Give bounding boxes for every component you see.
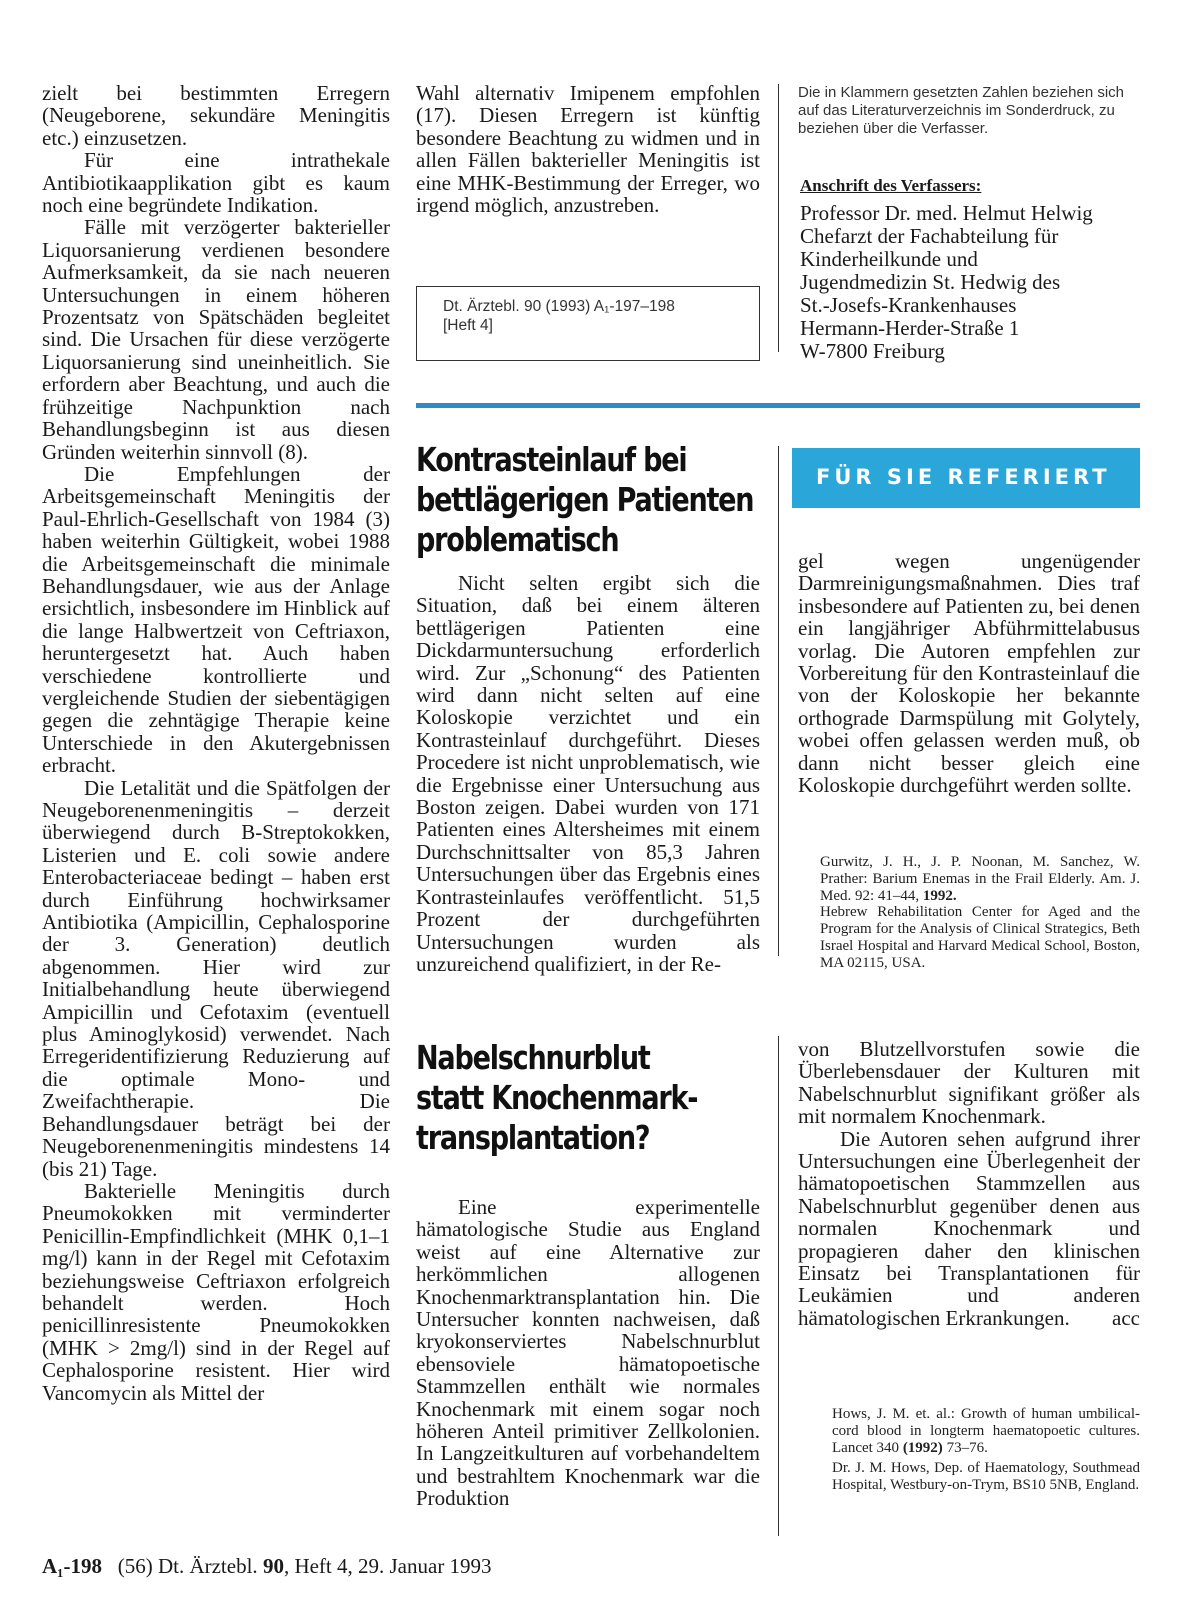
- paragraph: von Blutzellvorstufen sowie die Überlebensdauer der Kulturen mit Nabelschnurblut signifikant größer als mit normalem Knochenmark.: [798, 1037, 1140, 1129]
- address-heading: Anschrift des Verfassers:: [800, 176, 982, 195]
- page-number: A₁-198: [42, 1554, 102, 1578]
- paragraph: zielt bei bestimmten Erregern (Neugeborene, sekundäre Meningitis etc.) einzusetzen.: [42, 81, 390, 150]
- headline-line: bettlägerigen Patienten: [416, 480, 754, 519]
- article-1-body-right: gel wegen ungenügender Darmreinigungsmaßnahmen. Dies traf insbesondere auf Patienten zu, bei denen ein langjähriger Abführmittelabusus vorlag. Die Autoren empfehlen zur Vorbereitung für den Kontrasteinlauf die von der Koloskopie her bekannte orthograde Darmspülung mit Golytely, wobei offen gelassen werden muß, ob dann nicht besser gleich eine Koloskopie durchgeführt werden sollte.: [798, 549, 1140, 798]
- banner-label: FÜR SIE REFERIERT: [816, 465, 1111, 489]
- reference-note: Die in Klammern gesetzten Zahlen beziehen sich auf das Literaturverzeichnis im Sonderdruck, zu beziehen über die Verfasser.: [798, 84, 1125, 137]
- article-1-affiliation: Hebrew Rehabilitation Center for Aged and the Program for the Analysis of Clinical Strategics, Beth Israel Hospital and Harvard Medical School, Boston, MA 02115, USA.: [820, 904, 1140, 971]
- headline-line: problematisch: [416, 520, 619, 559]
- address-line: Hermann-Herder-Straße 1: [800, 316, 1020, 340]
- page-footer: [42, 1554, 492, 1579]
- paragraph: Die Empfehlungen der Arbeitsgemeinschaft Meningitis der Paul-Ehrlich-Gesellschaft von 1984 (3) haben weiterhin Gültigkeit, wobei 1988 die Arbeitsgemeinschaft die minimale Behandlungsdauer, wie aus der Anlage ersichtlich, insbesondere im Hinblick auf die lange Halbwertzeit von Ceftriaxon, heruntergesetzt hat. Auch haben verschiedene kontrollierte und vergleichende Studien der siebentägigen gegen die zehntägige Therapie keine Unterschiede in den Akutergebnissen erbracht.: [42, 461, 390, 778]
- reference-pages: 73–76.: [942, 1440, 988, 1456]
- author-signature: acc: [1112, 1305, 1140, 1330]
- column-divider: [778, 1036, 779, 1536]
- column-1-body: [42, 82, 390, 1404]
- article-2-body-left: Eine experimentelle hämatologische Studie aus England weist auf eine Alternative zur herkömmlichen allogenen Knochenmarktransplantation hin. Die Untersucher konnten nachweisen, daß kryokonserviertes Nabelschnurblut ebensoviele hämatopoetische Stammzellen enthält wie normales Knochenmark mit einem sogar noch höheren Anteil primitiver Zellkolonien. In Langzeitkulturen auf vorbehandeltem und bestrahltem Knochenmark war die Produktion: [416, 1195, 760, 1511]
- footer-volume: 90: [262, 1554, 284, 1578]
- address-line: St.-Josefs-Krankenhauses: [800, 293, 1017, 317]
- paragraph: Für eine intrathekale Antibiotikaapplikation gibt es kaum noch eine begründete Indikation.: [42, 148, 390, 218]
- footer-issue: , Heft 4, 29. Januar 1993: [283, 1554, 492, 1578]
- address-line: W-7800 Freiburg: [800, 339, 945, 363]
- citation-line: [Heft 4]: [443, 317, 493, 334]
- section-banner: [792, 448, 1140, 508]
- headline-line: Nabelschnurblut: [416, 1038, 650, 1077]
- article-2-affiliation: Dr. J. M. Hows, Dep. of Haematology, Southmead Hospital, Westbury-on-Trym, BS10 5NB, England.: [832, 1460, 1140, 1493]
- article-2-headline: [416, 1038, 836, 1158]
- column-divider: [778, 446, 779, 956]
- headline-line: Kontrasteinlauf bei: [416, 440, 687, 479]
- section-rule: [416, 403, 1140, 408]
- paragraph-text: Die Autoren sehen aufgrund ihrer Untersuchungen eine Überlegenheit der hämatopoetischen Stammzellen aus Nabelschnurblut gegenüber denen aus normalen Knochenmark und propagieren daher den klinischen Einsatz bei Transplantationen für Leukämien und anderen hämatologischen Erkrankungen.: [798, 1126, 1140, 1330]
- article-1-reference: [820, 854, 1140, 905]
- article-2-reference: [832, 1406, 1140, 1457]
- paragraph: Bakterielle Meningitis durch Pneumokokken mit verminderter Penicillin-Empfindlichkeit (MHK 0,1–1 mg/l) kann in der Regel mit Cefotaxim beziehungsweise Ceftriaxon erfolgreich behandelt werden. Hoch penicillinresistente Pneumokokken (MHK > 2mg/l) sind in der Regel auf Cephalosporine resistent. Hier wird Vancomycin als Mittel der: [42, 1178, 390, 1405]
- column-divider: [778, 84, 779, 352]
- article-1-headline: [416, 440, 836, 560]
- address-line: Professor Dr. med. Helmut Helwig: [800, 201, 1093, 225]
- address-line: Kinderheilkunde und: [800, 247, 978, 271]
- reference-text: Hows, J. M. et. al.: Growth of human umbilical-cord blood in longterm haematopoetic cultures. Lancet 340: [832, 1406, 1140, 1456]
- citation-line: Dt. Ärztebl. 90 (1993) A₁-197–198: [443, 298, 675, 315]
- address-line: Chefarzt der Fachabteilung für: [800, 224, 1059, 248]
- reference-text: Gurwitz, J. H., J. P. Noonan, M. Sanchez, W. Prather: Barium Enemas in the Frail Elderly. Am. J. Med. 92: 41–44,: [820, 854, 1140, 904]
- headline-line: statt Knochenmark-: [416, 1078, 698, 1117]
- citation-box: [416, 286, 760, 361]
- article-1-body-left: Nicht selten ergibt sich die Situation, daß bei einem älteren bettlägerigen Patienten eine Dickdarmuntersuchung erforderlich wird. Zur „Schonung“ des Patienten wird dann nicht selten auf eine Koloskopie verzichtet und ein Kontrasteinlauf durchgeführt. Dieses Procedere ist nicht unproblematisch, wie die Ergebnisse einer Untersuchung aus Boston zeigen. Dabei wurden von 171 Patienten eines Altersheimes mit einem Durchschnittsalter von 85,3 Jahren Untersuchungen über das Ergebnis eines Kontrasteinlaufes veröffentlicht. 51,5 Prozent der durchgeführten Untersuchungen wurden als unzureichend qualifiziert, in der Re-: [416, 571, 760, 976]
- paragraph: [798, 1128, 1140, 1330]
- author-address: [800, 176, 1140, 363]
- address-line: Jugendmedizin St. Hedwig des: [800, 270, 1061, 294]
- paragraph: Die Letalität und die Spätfolgen der Neugeborenenmeningitis – derzeit überwiegend durch B-Streptokokken, Listerien und E. coli sowie andere Enterobacteriaceae bedingt – haben erst durch Einführung hochwirksamer Antibiotika (Ampicillin, Cephalosporine der 3. Generation) deutlich abgenommen. Hier wird zur Initialbehandlung heute überwiegend Ampicillin und Cefotaxim (eventuell plus Aminoglykosid) verwendet. Nach Erregeridentifizierung Reduzierung auf die optimale Mono- und Zweifachtherapie. Die Behandlungsdauer beträgt bei der Neugeborenenmeningitis mindestens 14 (bis 21) Tage.: [42, 775, 390, 1181]
- column-2-continuation: Wahl alternativ Imipenem empfohlen (17). Diesen Erregern ist künftig besondere Beachtung zu widmen und in allen Fällen bakterieller Meningitis ist eine MHK-Bestimmung der Erreger, wo irgend möglich, anzustreben.: [416, 81, 760, 218]
- article-2-body-right: [798, 1038, 1140, 1329]
- paragraph: Fälle mit verzögerter bakterieller Liquorsanierung verdienen besondere Aufmerksamkeit, da sie nach neueren Untersuchungen in einem höheren Prozentsatz von Spätschäden begleitet sind. Die Ursachen für diese verzögerte Liquorsanierung sind uneinheitlich. Sie erfordern aber Beachtung, und auch die frühzeitige Nachpunktion nach Behandlungsbeginn ist aus diesen Gründen weiterhin sinnvoll (8).: [42, 215, 390, 464]
- reference-year: 1992.: [922, 888, 957, 904]
- headline-line: transplantation?: [416, 1118, 650, 1157]
- reference-year: (1992): [902, 1440, 943, 1456]
- footer-source: (56) Dt. Ärztebl.: [117, 1554, 263, 1578]
